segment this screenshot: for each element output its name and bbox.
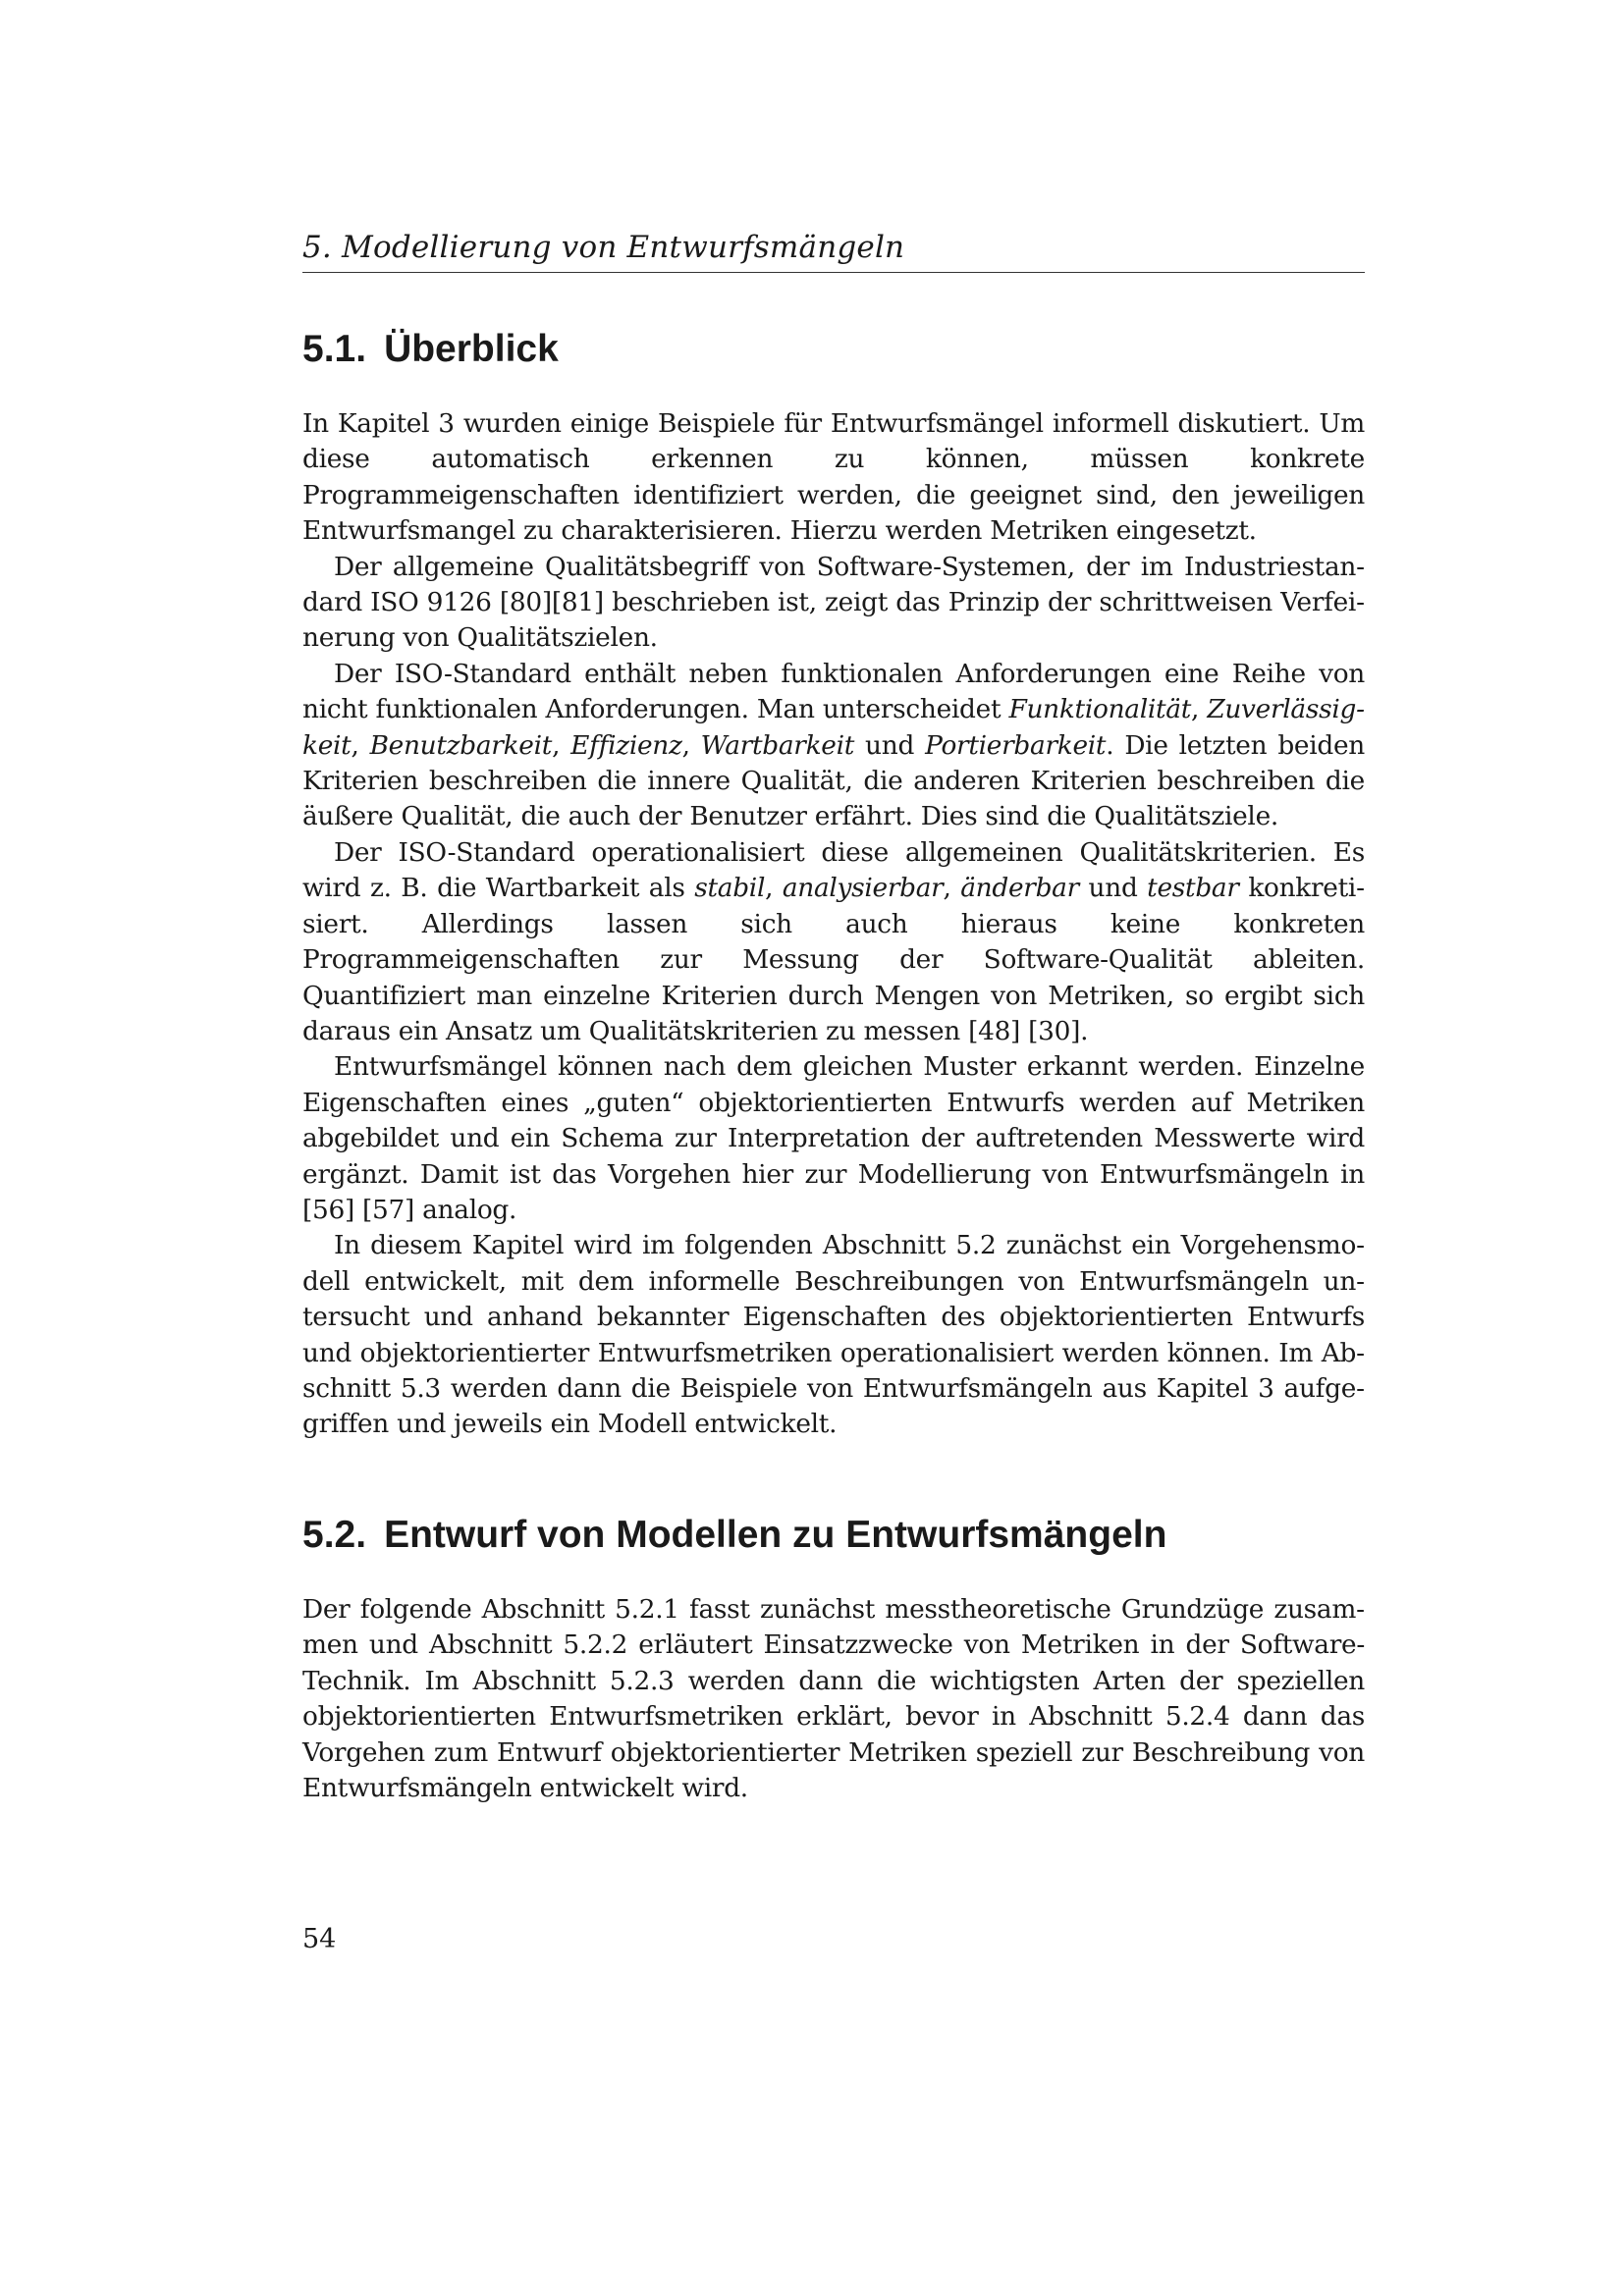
text-run: Der ISO-Standard operationalisiert diese allgemeinen Qualitätskriterien. Es wird z. B. die Wartbarkeit als bbox=[302, 836, 1365, 904]
text-run: In diesem Kapitel wird im folgenden Abschnitt 5.2 zunächst ein Vorgehensmodell entwickelt, mit dem informelle Beschreibungen von Entwurfsmängeln untersucht und anhand bekannter Eigenschaften des objektorientierten Entwurfs und objektorientierter Entwurfsmetriken operationalisiert werden können. Im Abschnitt 5.3 werden dann die Beispiele von Entwurfsmängeln aus Kapitel 3 aufgegriffen und jeweils ein Modell entwickelt. bbox=[302, 1230, 1365, 1440]
paragraph bbox=[302, 835, 1365, 1049]
italic-term: Wartbarkeit bbox=[700, 729, 855, 761]
section-title: Überblick bbox=[384, 328, 559, 370]
italic-term: änderbar bbox=[960, 873, 1079, 904]
section-number: 5.2. bbox=[302, 1514, 367, 1556]
paragraph bbox=[302, 1049, 1365, 1228]
italic-term: Effizienz bbox=[570, 729, 682, 761]
italic-term: Portierbarkeit bbox=[925, 729, 1107, 761]
text-run: In Kapitel 3 wurden einige Beispiele für Entwurfsmängel informell diskutiert. Um diese automatisch erkennen zu können, müssen konkrete Programmeigenschaften identifiziert werden, die geeignet sind, den jeweiligen Entwurfsmangel zu charakterisieren. Hierzu werden Metriken eingesetzt. bbox=[302, 408, 1365, 547]
italic-term: Benutzbarkeit bbox=[369, 729, 553, 761]
text-run: Der folgende Abschnitt 5.2.1 fasst zunächst messtheoretische Grundzüge zusammen und Abschnitt 5.2.2 erläutert Einsatzzwecke von Metriken in der Software-Technik. Im Abschnitt 5.2.3 werden dann die wichtigsten Arten der speziellen objektorientierten Entwurfsmetriken erklärt, bevor in Abschnitt 5.2.4 dann das Vorgehen zum Entwurf objektorientierter Metriken speziell zur Beschreibung von Entwurfsmängeln entwickelt wird. bbox=[302, 1594, 1365, 1804]
text-run: , bbox=[1191, 694, 1208, 725]
paragraph bbox=[302, 657, 1365, 835]
paragraph bbox=[302, 550, 1365, 657]
text-run: , bbox=[943, 873, 961, 904]
section-number: 5.1. bbox=[302, 328, 367, 370]
paragraph bbox=[302, 406, 1365, 550]
running-head: 5. Modellierung von Entwurfsmängeln bbox=[302, 228, 1365, 273]
paragraph bbox=[302, 1228, 1365, 1442]
text-run: , bbox=[552, 729, 571, 761]
text-run: , bbox=[351, 729, 370, 761]
text-run: , bbox=[765, 873, 783, 904]
section-body-5-2 bbox=[302, 1592, 1365, 1806]
text-run: , bbox=[681, 729, 701, 761]
italic-term: Zuverlässigkeit bbox=[302, 694, 1366, 761]
italic-term: testbar bbox=[1147, 873, 1239, 904]
section-heading-5-1 bbox=[302, 326, 1365, 373]
italic-term: analysierbar bbox=[782, 873, 944, 904]
text-run: Der ISO-Standard enthält neben funktionalen Anforderungen eine Reihe von nicht funktionalen Anforderungen. Man unterscheidet bbox=[302, 658, 1365, 725]
text-run: Entwurfsmängel können nach dem gleichen Muster erkannt werden. Einzelne Eigenschaften eines „guten“ objektorientierten Entwurfs werden auf Metriken abgebildet und ein Schema zur Interpretation der auftretenden Messwerte wird ergänzt. Damit ist das Vorgehen hier zur Modellierung von Entwurfsmängeln in [56] [57] analog. bbox=[302, 1051, 1365, 1225]
text-run: und bbox=[1078, 873, 1148, 904]
text-run: konkretisiert. Allerdings lassen sich auch hieraus keine konkreten Programmeigenschaften zur Messung der Software-Qualität ableiten. Quantifiziert man einzelne Kriterien durch Mengen von Metriken, so ergibt sich daraus ein Ansatz um Qualitätskriterien zu messen [48] [30]. bbox=[302, 873, 1365, 1046]
text-run: . Die letzten beiden Kriterien beschreiben die innere Qualität, die anderen Kriterien beschreiben die äußere Qualität, die auch der Benutzer erfährt. Dies sind die Qualitätsziele. bbox=[302, 729, 1365, 832]
section-body-5-1 bbox=[302, 406, 1365, 1443]
italic-term: Funktionalität bbox=[1008, 694, 1192, 725]
text-run: Der allgemeine Qualitätsbegriff von Software-Systemen, der im Industriestandard ISO 9126 [80][81] beschrieben ist, zeigt das Prinzip der schrittweisen Verfeinerung von Qualitätszielen. bbox=[302, 551, 1365, 654]
document-page bbox=[302, 0, 1365, 2296]
text-run: und bbox=[854, 729, 926, 761]
page-number: 54 bbox=[302, 1924, 337, 1954]
paragraph bbox=[302, 1592, 1365, 1806]
section-title: Entwurf von Modellen zu Entwurfsmängeln bbox=[384, 1514, 1167, 1556]
italic-term: stabil bbox=[694, 873, 766, 904]
section-heading-5-2 bbox=[302, 1512, 1365, 1559]
